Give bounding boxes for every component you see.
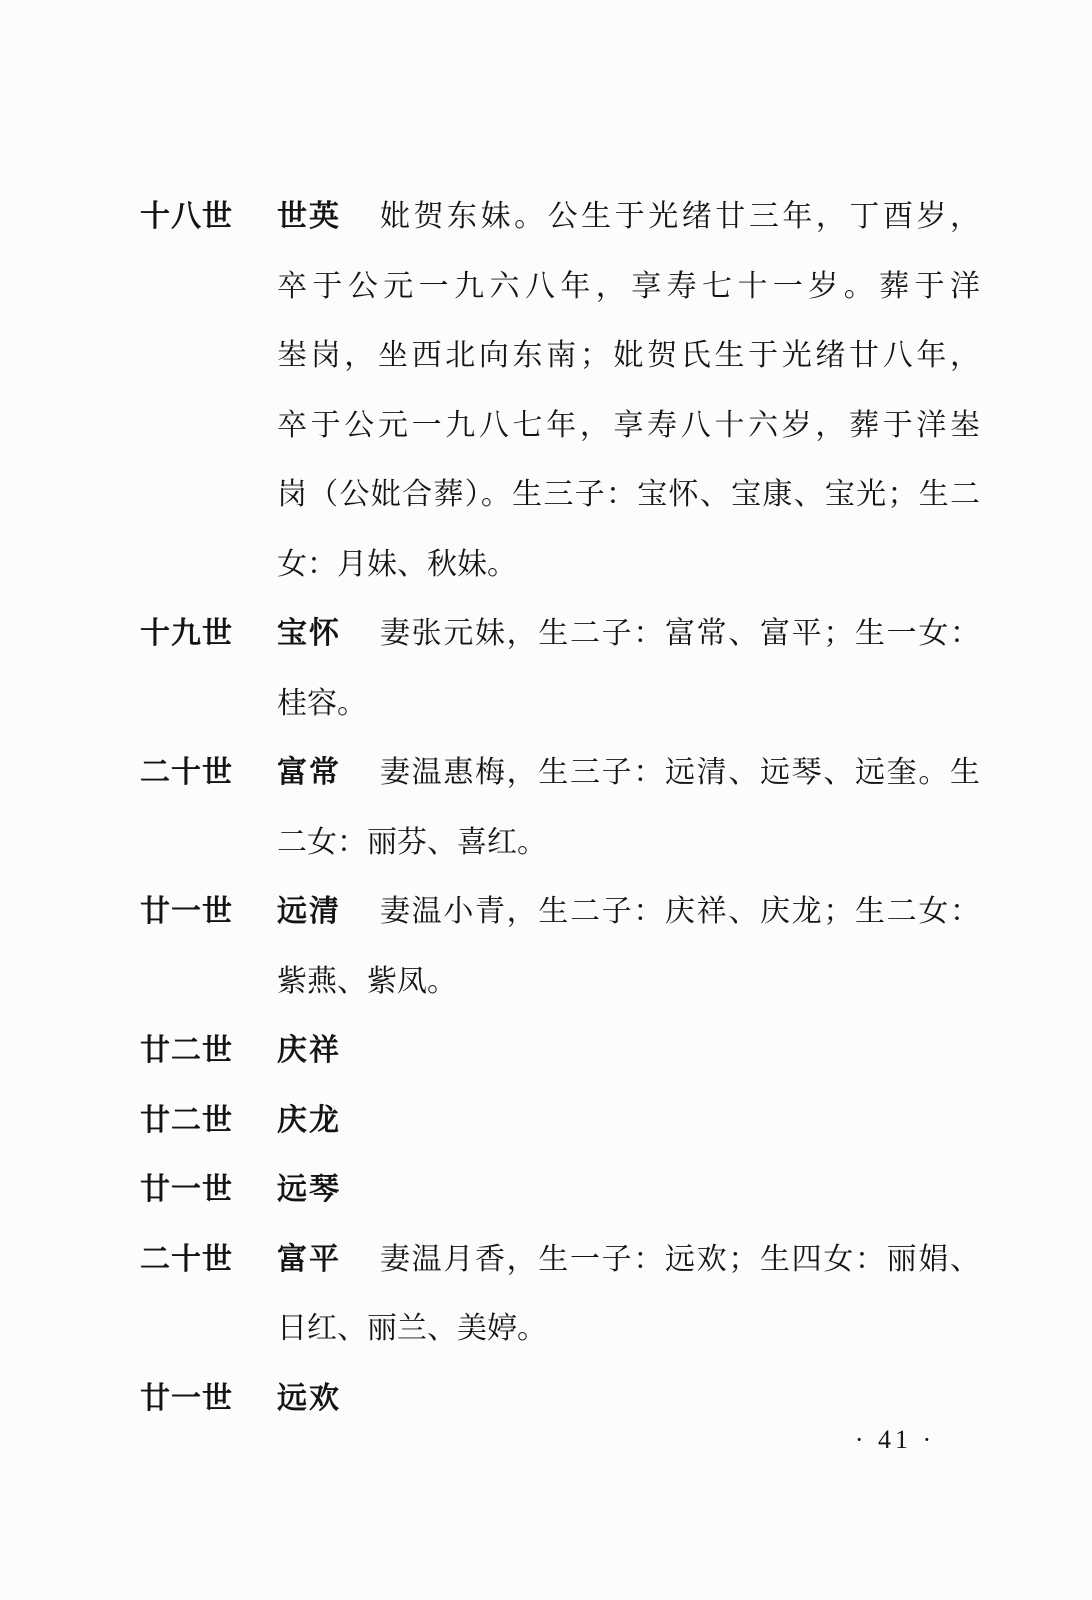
entry-text: 岗（公妣合葬）。生三子：宝怀、宝康、宝光；生二 bbox=[277, 477, 980, 512]
entry-row bbox=[0, 877, 1092, 947]
entry-text: 日红、丽兰、美婷。 bbox=[277, 1311, 547, 1346]
entry-row bbox=[0, 738, 1092, 808]
person-name: 庆祥 bbox=[277, 1033, 341, 1068]
entry-text: 卒于公元一九六八年，享寿七十一岁。葬于洋 bbox=[277, 268, 980, 304]
generation-label: 廿二世 bbox=[140, 1102, 233, 1138]
entry-continuation-row bbox=[0, 1294, 1092, 1364]
page-number: · 41 · bbox=[854, 1425, 936, 1454]
person-name: 富平 bbox=[277, 1241, 341, 1277]
entry-row bbox=[0, 1155, 1092, 1225]
generation-label: 廿一世 bbox=[140, 1380, 233, 1416]
entry-row bbox=[0, 1016, 1092, 1086]
generation-label: 廿一世 bbox=[140, 894, 233, 929]
entry-continuation-row bbox=[0, 391, 1092, 461]
entry-continuation-row bbox=[0, 669, 1092, 739]
entry-row bbox=[0, 182, 1092, 252]
entry-text: 女：月妹、秋妹。 bbox=[277, 546, 517, 582]
person-name: 远清 bbox=[277, 894, 341, 929]
entry-continuation-row bbox=[0, 808, 1092, 878]
generation-label: 二十世 bbox=[140, 755, 233, 790]
generation-label: 二十世 bbox=[140, 1241, 233, 1277]
entry-text: 卒于公元一九八七年，享寿八十六岁，葬于洋峚 bbox=[277, 407, 980, 443]
person-name: 远欢 bbox=[277, 1380, 341, 1416]
entry-continuation-row bbox=[0, 321, 1092, 391]
entry-text: 妻温惠梅，生三子：远清、远琴、远奎。生 bbox=[380, 755, 980, 790]
entry-text: 二女：丽芬、喜红。 bbox=[277, 824, 547, 860]
person-name: 富常 bbox=[277, 755, 341, 790]
entry-text: 妻温小青，生二子：庆祥、庆龙；生二女： bbox=[380, 894, 980, 929]
person-name: 远琴 bbox=[277, 1172, 341, 1207]
genealogy-entries bbox=[0, 182, 1092, 1433]
generation-label: 十八世 bbox=[140, 199, 233, 234]
person-name: 庆龙 bbox=[277, 1102, 341, 1138]
generation-label: 十九世 bbox=[140, 616, 233, 651]
entry-text: 峚岗，坐西北向东南；妣贺氏生于光绪廿八年， bbox=[277, 338, 980, 373]
entry-row bbox=[0, 599, 1092, 669]
entry-text: 妣贺东妹。公生于光绪廿三年，丁酉岁， bbox=[380, 199, 980, 234]
entry-text: 桂容。 bbox=[277, 685, 367, 721]
generation-label: 廿二世 bbox=[140, 1033, 233, 1068]
entry-row bbox=[0, 1225, 1092, 1295]
person-name: 宝怀 bbox=[277, 616, 341, 651]
person-name: 世英 bbox=[277, 199, 341, 234]
entry-continuation-row bbox=[0, 252, 1092, 322]
entry-continuation-row bbox=[0, 947, 1092, 1017]
entry-continuation-row bbox=[0, 460, 1092, 530]
generation-label: 廿一世 bbox=[140, 1172, 233, 1207]
entry-row bbox=[0, 1086, 1092, 1156]
entry-text: 妻温月香，生一子：远欢；生四女：丽娟、 bbox=[380, 1241, 980, 1277]
entry-text: 妻张元妹，生二子：富常、富平；生一女： bbox=[380, 616, 980, 651]
entry-continuation-row bbox=[0, 530, 1092, 600]
entry-text: 紫燕、紫凤。 bbox=[277, 963, 457, 999]
